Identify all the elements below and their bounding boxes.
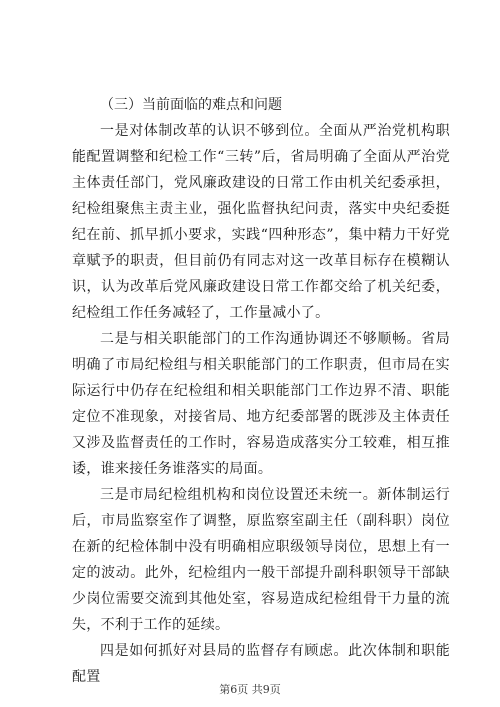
paragraph-1: 一是对体制改革的认识不够到位。全面从严治党机构职能配置调整和纪检工作“三转”后，省局明确了全面从严治党主体责任部门，党风廉政建设的日常工作由机关纪委承担，纪检组聚焦主责主业，强化监督执纪问责，落实中央纪委挺纪在前、抓早抓小要求，实践“四种形态”，集中精力干好党章赋予的职责，但目前仍有同志对这一改革目标存在模糊认识，认为改革后党风廉政建设日常工作都交给了机关纪委，纪检组工作任务减轻了，工作量减小了。	[72, 123, 450, 321]
paragraph-4: 四是如何抓好对县局的监督存有顾虑。此次体制和职能配置	[72, 643, 450, 685]
document-body	[72, 92, 450, 690]
paragraph-2: 二是与相关职能部门的工作沟通协调还不够顺畅。省局明确了市局纪检组与相关职能部门的工作职责，但市局在实际运行中仍存在纪检组和相关职能部门工作边界不清、职能定位不准现象，对接省局、地方纪委部署的既涉及主体责任又涉及监督责任的工作时，容易造成落实分工较难，相互推诿，谁来接任务谁落实的局面。	[72, 331, 450, 477]
paragraph-3: 三是市局纪检组机构和岗位设置还未统一。新体制运行后，市局监察室作了调整，原监察室副主任（副科职）岗位在新的纪检体制中没有明确相应职级领导岗位，思想上有一定的波动。此外，纪检组内一般干部提升副科职领导干部缺少岗位需要交流到其他处室，容易造成纪检组骨干力量的流失，不利于工作的延续。	[72, 487, 450, 633]
section-heading: （三）当前面临的难点和问题	[100, 97, 282, 113]
page-number-footer: 第6页 共9页	[219, 683, 281, 696]
